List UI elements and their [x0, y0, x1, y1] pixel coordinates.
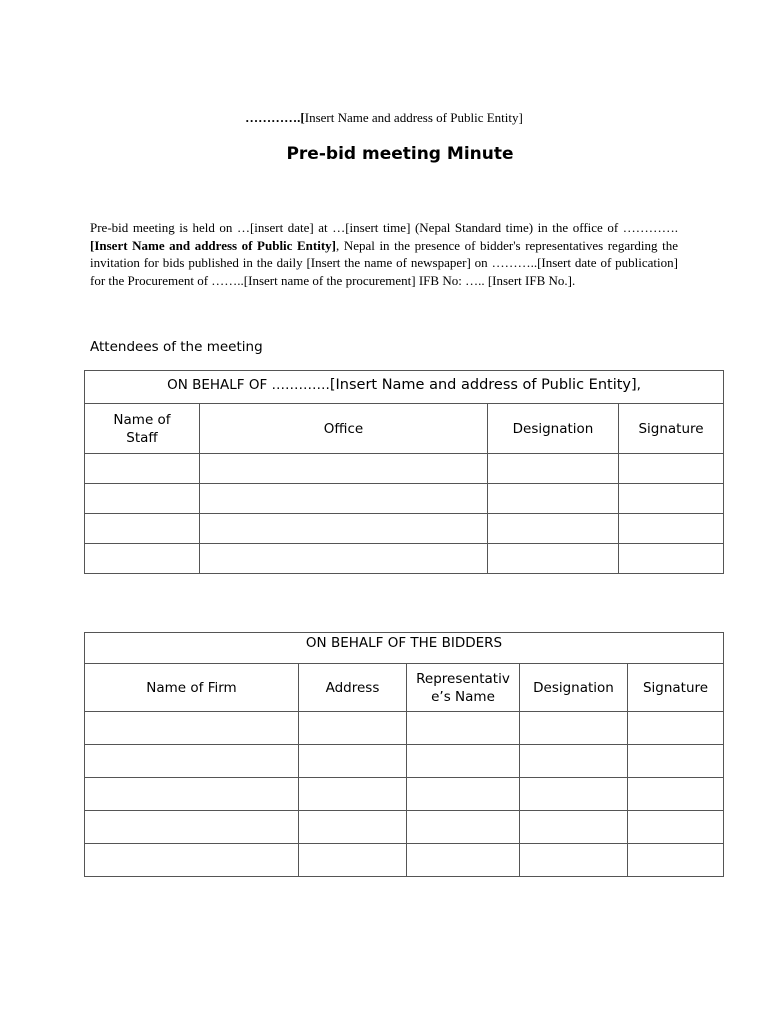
table-row — [85, 811, 724, 844]
table-cell[interactable] — [520, 811, 628, 844]
col-header-representatives-name: Representative’s Name — [407, 664, 520, 712]
table-cell[interactable] — [85, 844, 299, 877]
table-cell[interactable] — [200, 484, 488, 514]
table-cell[interactable] — [488, 514, 619, 544]
table-cell[interactable] — [407, 844, 520, 877]
table-cell[interactable] — [299, 778, 407, 811]
table-cell[interactable] — [299, 811, 407, 844]
table-cell[interactable] — [200, 544, 488, 574]
bidders-column-header-row — [85, 664, 724, 712]
table-cell[interactable] — [488, 454, 619, 484]
table-row — [85, 712, 724, 745]
table-cell[interactable] — [85, 745, 299, 778]
col-header-designation: Designation — [488, 404, 619, 454]
staff-heading-suffix: , — [636, 377, 641, 393]
table-row — [85, 745, 724, 778]
bidders-table-heading-row — [85, 633, 724, 664]
staff-table-heading — [85, 371, 724, 404]
table-cell[interactable] — [299, 745, 407, 778]
table-row — [85, 778, 724, 811]
table-row — [85, 514, 724, 544]
table-cell[interactable] — [628, 778, 724, 811]
col-header-designation: Designation — [520, 664, 628, 712]
table-cell[interactable] — [520, 844, 628, 877]
table-cell[interactable] — [407, 712, 520, 745]
table-cell[interactable] — [488, 484, 619, 514]
table-cell[interactable] — [619, 544, 724, 574]
intro-paragraph — [90, 219, 678, 289]
table-cell[interactable] — [299, 844, 407, 877]
staff-column-header-row — [85, 404, 724, 454]
table-cell[interactable] — [628, 745, 724, 778]
table-cell[interactable] — [619, 484, 724, 514]
table-cell[interactable] — [200, 514, 488, 544]
col-header-office: Office — [200, 404, 488, 454]
table-cell[interactable] — [619, 514, 724, 544]
staff-attendance-table — [84, 370, 724, 574]
col-header-name-of-staff: Name of Staff — [85, 404, 200, 454]
table-cell[interactable] — [619, 454, 724, 484]
table-row — [85, 844, 724, 877]
table-cell[interactable] — [85, 454, 200, 484]
table-cell[interactable] — [628, 712, 724, 745]
table-cell[interactable] — [407, 745, 520, 778]
table-cell[interactable] — [488, 544, 619, 574]
intro-text-part1: Pre-bid meeting is held on …[insert date] at …[insert time] (Nepal Standard time) in the office of …………. — [90, 220, 678, 235]
entity-dots: …………. — [245, 110, 301, 125]
table-row — [85, 454, 724, 484]
staff-heading-prefix: ON BEHALF OF …………. — [167, 377, 330, 393]
table-cell[interactable] — [85, 811, 299, 844]
table-cell[interactable] — [85, 712, 299, 745]
staff-heading-entity: [Insert Name and address of Public Entity] — [329, 377, 637, 393]
document-title: Pre-bid meeting Minute — [286, 144, 514, 164]
col-header-name-of-firm: Name of Firm — [85, 664, 299, 712]
table-cell[interactable] — [520, 712, 628, 745]
intro-entity-bold: [Insert Name and address of Public Entity] — [90, 237, 337, 253]
staff-table-heading-row — [85, 371, 724, 404]
table-row — [85, 484, 724, 514]
col-header-signature: Signature — [628, 664, 724, 712]
table-cell[interactable] — [85, 514, 200, 544]
table-cell[interactable] — [407, 811, 520, 844]
table-cell[interactable] — [85, 544, 200, 574]
intro-text-part2: , Nepal in the presence of bidder's representatives regarding the invitation for bids published in the daily [Insert the name of newspaper] on ………..[Insert date of publication] for the Procurement of ……..[Insert name of the procurement] IFB No: ….. [Insert IFB No.]. — [90, 237, 678, 288]
table-row — [85, 544, 724, 574]
table-cell[interactable] — [85, 778, 299, 811]
entity-bracket: [ — [300, 110, 305, 125]
entity-placeholder-line — [0, 110, 768, 126]
table-cell[interactable] — [520, 778, 628, 811]
table-cell[interactable] — [628, 811, 724, 844]
bidders-table-heading: ON BEHALF OF THE BIDDERS — [85, 633, 724, 664]
table-cell[interactable] — [628, 844, 724, 877]
table-cell[interactable] — [85, 484, 200, 514]
table-cell[interactable] — [520, 745, 628, 778]
col-header-address: Address — [299, 664, 407, 712]
table-cell[interactable] — [407, 778, 520, 811]
col-header-signature: Signature — [619, 404, 724, 454]
table-cell[interactable] — [200, 454, 488, 484]
entity-placeholder-text: Insert Name and address of Public Entity] — [304, 110, 523, 125]
bidders-attendance-table — [84, 632, 724, 877]
attendees-label: Attendees of the meeting — [90, 339, 263, 355]
table-cell[interactable] — [299, 712, 407, 745]
